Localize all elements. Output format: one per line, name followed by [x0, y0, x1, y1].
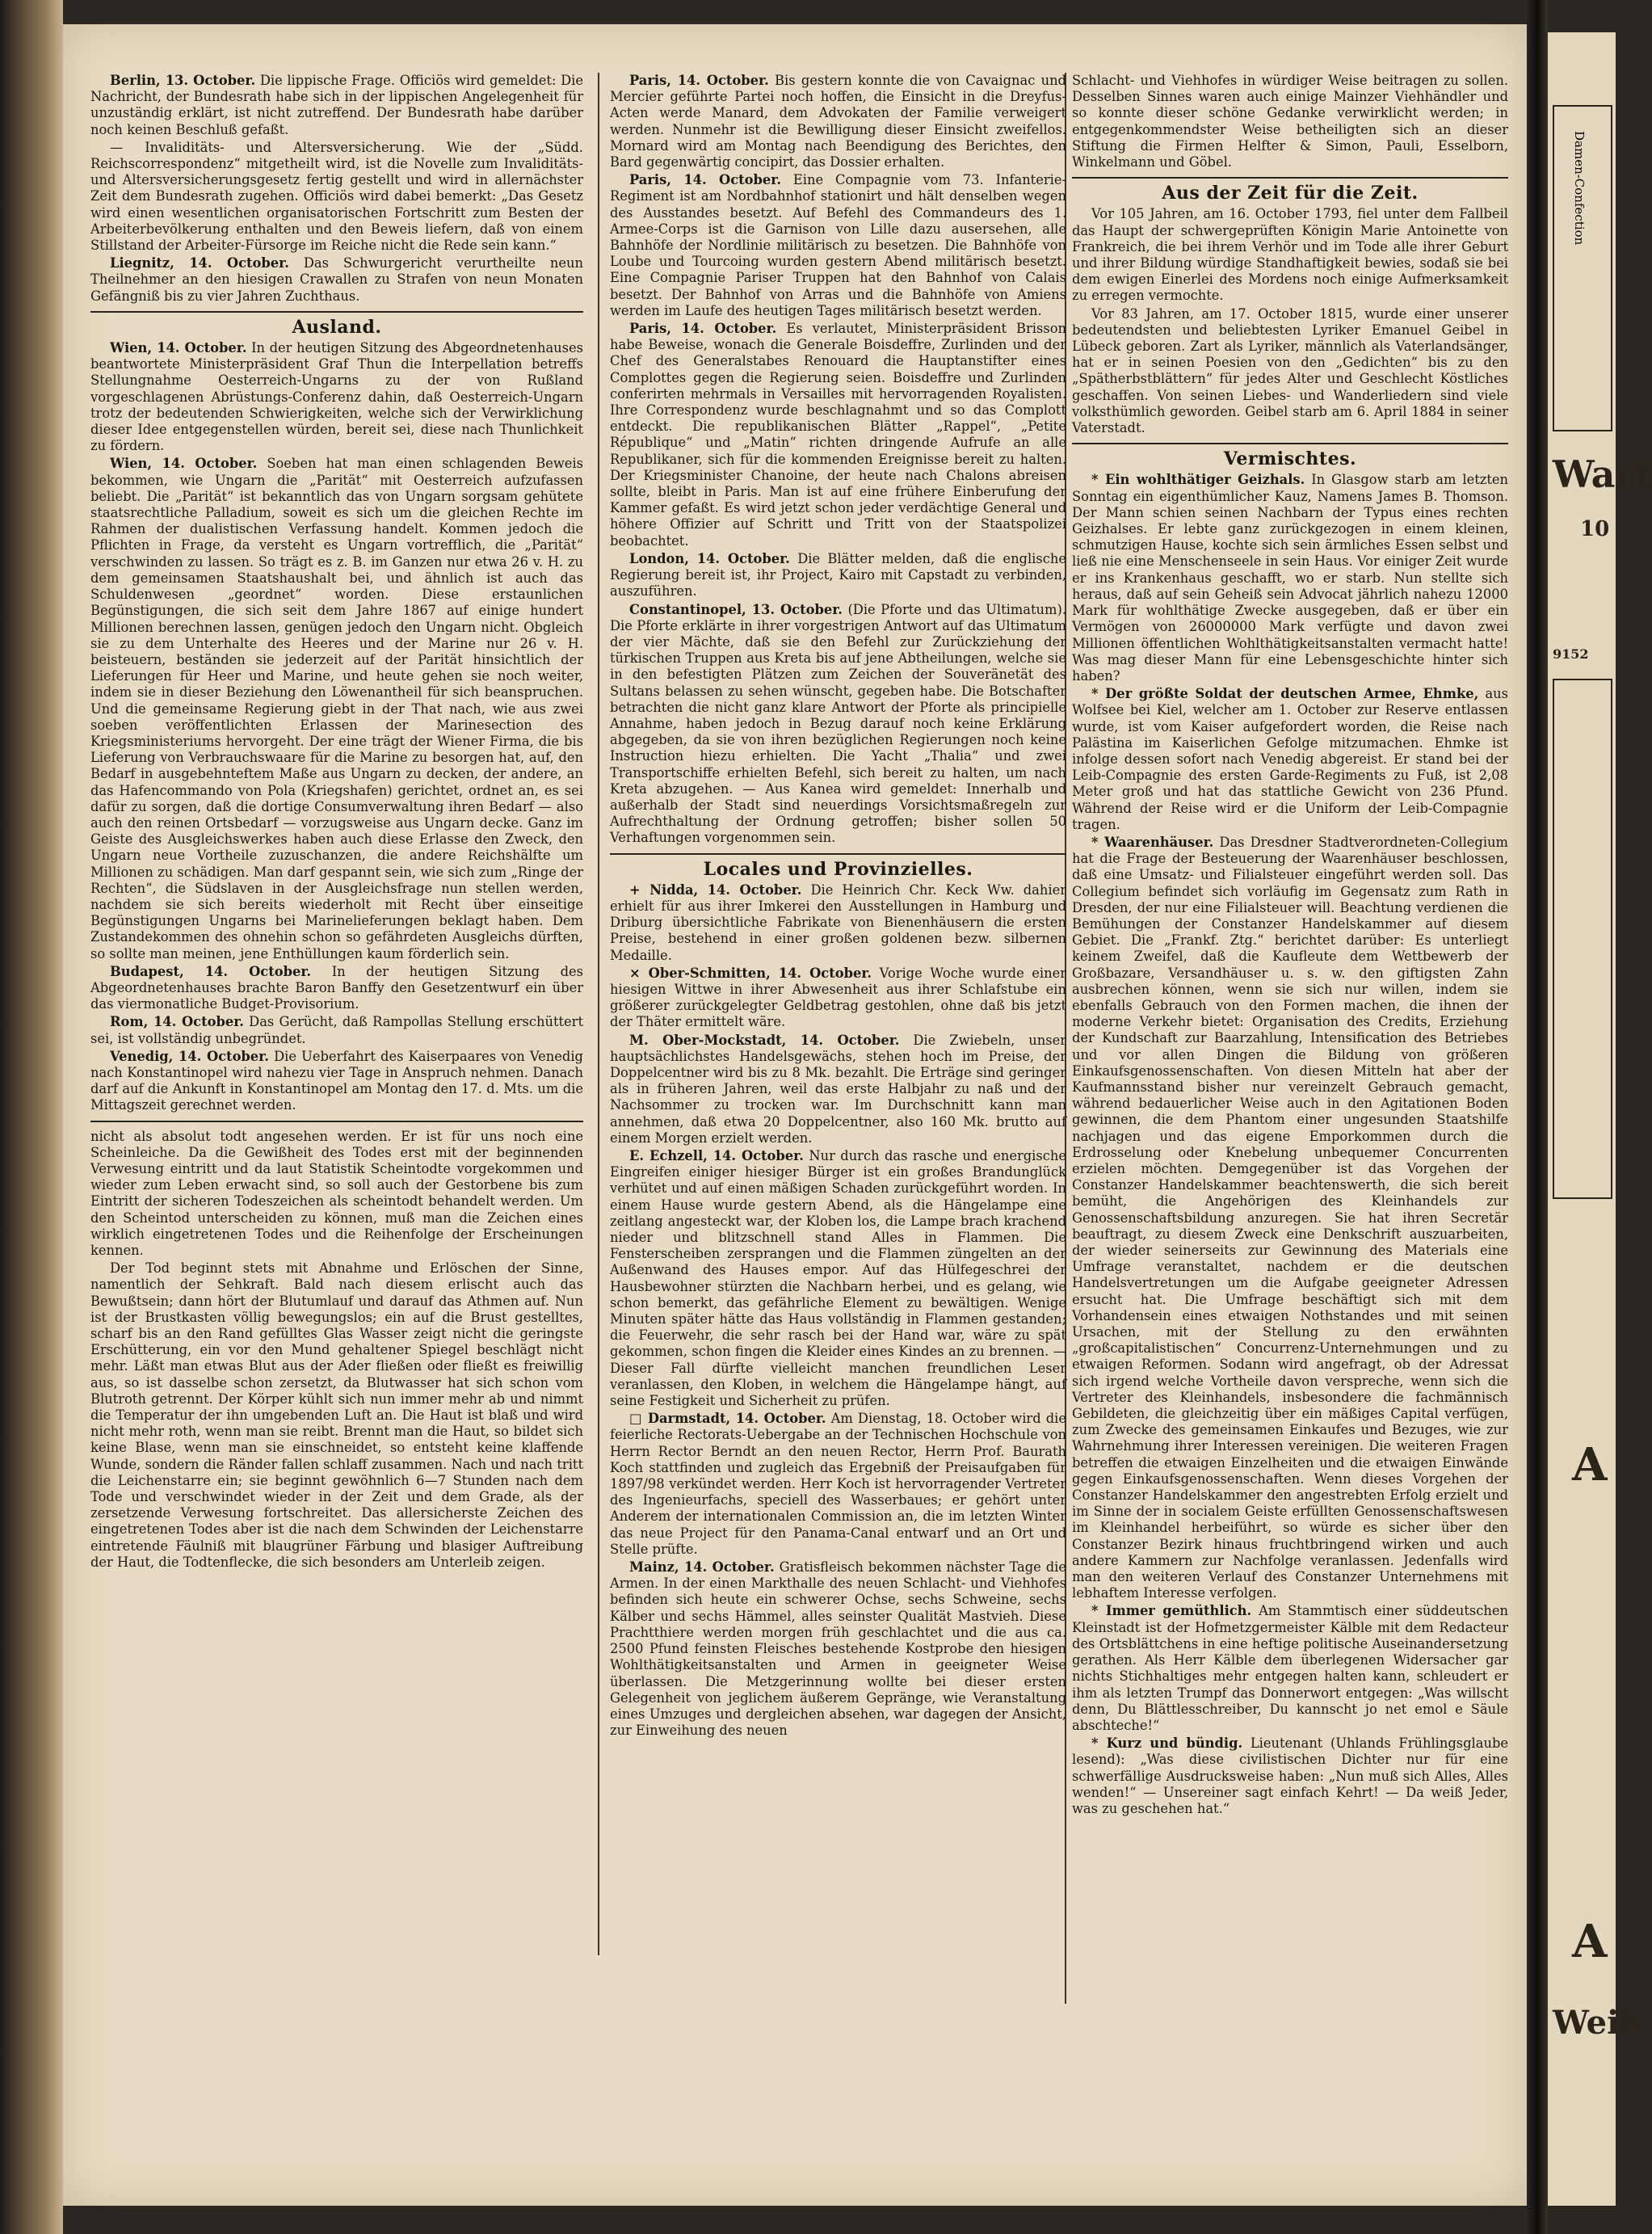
ad-frame	[1553, 679, 1612, 1199]
news-item: Paris, 14. October. Bis gestern konnte die von Cavaignac und Mercier geführte Partei noch hoffen, die Einsicht in die Dreyfus-Acten werde Manard, dem Advokaten der Familie verweigert werden. Nunmehr ist die Bewilligung dieser Einsicht zweifellos. Mornard wird am Montag nach Beendigung des Berichtes, den Bard gegenwärtig concipirt, das Dossier erhalten.	[610, 73, 1066, 170]
ad-fragment-letter: A	[1572, 1438, 1608, 1491]
news-item: E. Echzell, 14. October. Nur durch das rasche und energische Eingreifen einiger hiesiger Bürger ist ein großes Brandunglück verhütet und auf einen mäßigen Schaden zurückgeführt worden. In einem Hause wurde gestern Abend, als die Hängelampe eine zeitlang angesteckt war, der Kloben los, die Lampe brach krachend nieder und blitzschnell stand Alles in Flammen. Die Fensterscheiben zersprangen und die Flammen züngelten an der Außenwand des Hauses empor. Auf das Hülfegeschrei der Hausbewohner stürzten die Nachbarn herbei, und es gelang, wie schon bemerkt, das gefährliche Element zu bewältigen. Wenige Minuten später hätte das Haus vollständig in Flammen gestanden; die Feuerwehr, die sehr rasch bei der Hand war, wäre zu spät gekommen, schon fingen die Kleider eines Kindes an zu brennen. — Dieser Fall dürfte vielleicht manchen freundlichen Leser veranlassen, den Kloben, in welchem die Hängelampe hängt, auf seine Festigkeit und Sicherheit zu prüfen.	[610, 1148, 1066, 1409]
ad-frame	[1553, 105, 1612, 431]
ad-fragment-number: 10	[1580, 517, 1610, 541]
misc-item: * Kurz und bündig. Lieutenant (Uhlands Frühlingsglaube lesend): „Was diese civilistischen Dichter nur für eine schwerfällige Ausdrucksweise haben: „Nun muß sich Alles, Alles wenden!“ — Unsereiner sagt einfach Kehrt! — Da weiß Jeder, was zu geschehen hat.“	[1072, 1735, 1508, 1816]
feuilleton-paragraph: Der Tod beginnt stets mit Abnahme und Erlöschen der Sinne, namentlich der Sehkraft. Bald nach diesem erlischt auch das Bewußtsein; dann hört der Blutumlauf und darauf das Athmen auf. Nun ist der Brustkasten völlig bewegungslos; ein auf die Brust gestelltes, scharf bis an den Rand gefülltes Glas Wasser zeigt nicht die geringste Erschütterung, ein vor den Mund gehaltener Spiegel beschlägt nicht mehr. Läßt man etwas Blut aus der Ader fließen oder fließt es freiwillig aus, so ist dasselbe schon zersetzt, da Blutwasser hat sich schon vom Blutroth getrennt. Der Körper kühlt sich nun immer mehr ab und nimmt die Temperatur der ihn umgebenden Luft an. Die Haut ist blaß und wird nicht mehr roth, wenn man sie reibt. Brennt man die Haut, so bildet sich keine Blase, wenn man sie einschneidet, so entsteht keine klaffende Wunde, sondern die Ränder fallen schlaff zusammen. Nach und nach tritt die Leichenstarre ein; sie beginnt gewöhnlich 6—7 Stunden nach dem Tode und verschwindet wieder in der Zeit und dem Grade, als der zersetzende Verwesung fortschreitet. Das allersicherste Zeichen des eingetretenen Todes aber ist die nach dem Schwinden der Leichenstarre eintretende Fäulniß mit blaugrüner Färbung und blasiger Auftreibung der Haut, die Todtenflecke, die sich besonders am Unterleib zeigen.	[90, 1260, 583, 1570]
ad-fragment-letter: A	[1572, 1915, 1608, 1968]
news-item: Budapest, 14. October. In der heutigen Sitzung des Abgeordnetenhauses brachte Baron Banffy den Gesetzentwurf ein über das viermonatliche Budget-Provisorium.	[90, 963, 583, 1012]
misc-item: * Der größte Soldat der deutschen Armee, Ehmke, aus Wolfsee bei Kiel, welcher am 1. October zur Reserve entlassen wurde, ist vom Kaiser aufgefordert worden, die Reise nach Palästina im Kaiserlichen Gefolge mitzumachen. Ehmke ist infolge dessen sofort nach Venedig abgereist. Er stand bei der Leib-Compagnie des ersten Garde-Regiments zu Fuß, ist 2,08 Meter groß und hat das stattliche Gewicht von 236 Pfund. Während der Reise wird er die Uniform der Leib-Compagnie tragen.	[1072, 686, 1508, 832]
news-item: London, 14. October. Die Blätter melden, daß die englische Regierung bereit ist, ihr Project, Kairo mit Capstadt zu verbinden, auszuführen.	[610, 550, 1066, 600]
section-divider	[90, 1121, 583, 1122]
history-item: Vor 105 Jahren, am 16. October 1793, fiel unter dem Fallbeil das Haupt der schwergeprüften Königin Marie Antoinette von Frankreich, die bei ihrem Verhör und im Tode alle ihrer Geburt und ihrer Bildung würdige Standhaftigkeit bewies, sodaß sie bei dem ewigen Einerlei des Mordens noch einige Aufmerksamkeit zu erregen vermochte.	[1072, 206, 1508, 304]
news-item: Schlacht- und Viehhofes in würdiger Weise beitragen zu sollen. Desselben Sinnes waren auch einige Mainzer Viehhändler und so konnte dieser schöne Gedanke verwirklicht werden; in entgegenkommendster Weise betheiligten sich an dieser Stiftung die Firmen Helfter & Simon, Pauli, Esselborn, Winkelmann und Göbel.	[1072, 73, 1508, 170]
news-item: — Invaliditäts- und Altersversicherung. Wie der „Südd. Reichscorrespondenz“ mitgetheilt wird, ist die Novelle zum Invaliditäts- und Altersversicherungsgesetz fertig gestellt und wird in allernächster Zeit dem Bundesrath zugehen. Officiös wird dabei bemerkt: „Das Gesetz wird einen wesentlichen organisatorischen Fortschritt zum Besten der Arbeiterbevölkerung enthalten und den Beweis liefern, daß von einem Stillstand der Arbeiter-Fürsorge im Reiche nicht die Rede sein kann.“	[90, 139, 583, 254]
news-item: Constantinopel, 13. October. (Die Pforte und das Ultimatum). Die Pforte erklärte in ihrer vorgestrigen Antwort auf das Ultimatum der vier Mächte, daß sie den Befehl zur Zurückziehung der türkischen Truppen aus Kreta bis auf jene Abtheilungen, welche sie in den befestigten Plätzen zum Zeichen der Souveränetät des Sultans belassen zu sehen wünscht, gegeben habe. Die Botschafter betrachten die nicht ganz klare Antwort der Pforte als principielle Annahme, haben jedoch in Bezug darauf noch keine Erklärung abgegeben, da sie von ihren bezüglichen Regierungen noch keine Instruction hiezu erhielten. Die Yacht „Thalia“ und zwei Transportschiffe erhielten Befehl, sich bereit zu halten, um nach Kreta abzugehen. — Aus Kanea wird gemeldet: Innerhalb und außerhalb der Stadt sind neuerdings Vorsichtsmaßregeln zur Aufrechthaltung der Ordnung getroffen; bisher sollen 50 Verhaftungen vorgenommen sein.	[610, 601, 1067, 846]
ad-fragment-heading: Weiß	[1553, 2004, 1644, 2042]
news-item: Venedig, 14. October. Die Ueberfahrt des Kaiserpaares von Venedig nach Konstantinopel wird nahezu vier Tage in Anspruch nehmen. Danach darf auf die Ankunft in Konstantinopel am Montag den 17. d. Mts. um die Mittagszeit gerechnet werden.	[90, 1048, 583, 1113]
news-item: + Nidda, 14. October. Die Heinrich Chr. Keck Ww. dahier erhielt für aus ihrer Imkerei den Ausstellungen in Hamburg und Driburg übersichtliche Fabrikate von Bienenhäusern die ersten Preise, bestehend in einer großen goldenen bezw. silbernen Medaille.	[610, 881, 1066, 963]
news-item: Wien, 14. October. In der heutigen Sitzung des Abgeordnetenhauses beantwortete Ministerpräsident Graf Thun die Interpellation betreffs Stellungnahme Oesterreich-Ungarns zu der von Rußland vorgeschlagenen Abrüstungs-Conferenz dahin, daß Oesterreich-Ungarn trotz der bedeutenden Schwierigkeiten, welche sich der Verwirklichung dieser Idee entgegenstellen würden, bereit sei, diese nach Thunlichkeit zu fördern.	[90, 340, 583, 454]
section-divider	[1072, 177, 1508, 179]
section-divider	[610, 853, 1066, 855]
section-heading-locales: Locales und Provinzielles.	[703, 858, 973, 880]
section-heading-vermischtes: Vermischtes.	[1223, 448, 1357, 470]
adjacent-page-edge	[1548, 32, 1652, 2206]
history-item: Vor 83 Jahren, am 17. October 1815, wurde einer unserer bedeutendsten und beliebtesten Lyriker Emanuel Geibel in Lübeck geboren. Zart als Lyriker, männlich als Vaterlandsänger, hat er in seinen Poesien von den „Gedichten“ bis zu den „Spätherbstblättern“ für jedes Alter und Geschlecht Köstliches geschaffen. Von seinen Liebes- und Wanderliedern sind viele volksthümlich geworden. Geibel starb am 6. April 1884 in seiner Vaterstadt.	[1072, 305, 1508, 436]
misc-item: * Immer gemüthlich. Am Stammtisch einer süddeutschen Kleinstadt ist der Hofmetzgermeister Kälble mit dem Redacteur des Ortsblättchens in eine heftige politische Auseinandersetzung gerathen. Als Herr Kälble dem überlegenen Widersacher gar nichts Stichhaltiges mehr entgegen halten kann, schleudert er ihm als letzten Trumpf das Donnerwort entgegen: „Was willscht denn, Du Blättlesschreiber, Du kannscht jo net emol e Säule abschteche!“	[1072, 1603, 1509, 1733]
ad-fragment-number: 9152	[1553, 646, 1589, 662]
section-heading-ausland: Ausland.	[292, 316, 382, 338]
news-item: Liegnitz, 14. October. Das Schwurgericht verurtheilte neun Theilnehmer an den hiesigen Crawallen zu Strafen von neun Monaten Gefängniß bis zu vier Jahren Zuchthaus.	[90, 255, 583, 304]
news-item: Paris, 14. October. Eine Compagnie vom 73. Infanterie-Regiment ist am Nordbahnhof stationirt und hält denselben wegen des Ausstandes besetzt. Auf Befehl des Commandeurs des 1. Armee-Corps ist die Garnison von Lille dazu ausersehen, alle Bahnhöfe der Nordlinie militärisch zu besetzen. Die Bahnhöfe von Loube und Tourcoing wurden gestern Abend militärisch besetzt. Eine Compagnie Pariser Truppen hat den Bahnhof von Calais besetzt. Der Bahnhof von Arras und die Bahnhöfe von Amiens werden im Laufe des heutigen Tages militärisch besetzt werden.	[610, 172, 1066, 318]
page-gutter	[1527, 0, 1548, 2234]
section-heading-zeit: Aus der Zeit für die Zeit.	[1162, 183, 1419, 204]
news-item: □ Darmstadt, 14. October. Am Dienstag, 18. October wird die feierliche Rectorats-Uebergabe an der Technischen Hochschule von Herrn Rector Berndt an den neuen Rector, Herrn Prof. Baurath Koch stattfinden und zugleich das Ergebniß der Preisaufgaben für 1897/98 verkündet werden. Herr Koch ist hervorragender Vertreter des Ingenieurfachs, speciell des Wasserbaues; er gehört unter Anderem der internationalen Commission an, die im letzten Winter das neue Project für den Panama-Canal entwarf und an Ort und Stelle prüfte.	[610, 1411, 1066, 1557]
section-divider	[90, 311, 583, 313]
ad-fragment-text: Damen-Confection	[1572, 131, 1587, 246]
news-item: Rom, 14. October. Das Gerücht, daß Rampollas Stellung erschüttert sei, ist vollständig unbegründet.	[90, 1014, 583, 1046]
book-binding-edge	[0, 0, 63, 2234]
ad-fragment-heading: Wart	[1553, 452, 1652, 496]
section-divider	[1072, 443, 1508, 444]
news-item: Wien, 14. October. Soeben hat man einen schlagenden Beweis bekommen, wie Ungarn die „Parität“ mit Oesterreich aufzufassen beliebt. Die „Parität“ ist bekanntlich das von Ungarn sorgsam gehütete staatsrechtliche Palladium, soweit es sich um die gleichen Rechte im Rahmen der dualistischen Verfassung handelt. Kommen jedoch die Pflichten in Frage, da versteht es Ungarn vortrefflich, die „Parität“ verschwinden zu lassen. So trägt es z. B. im Ganzen nur etwa 26 v. H. zu dem gemeinsamen Staatshaushalt bei, und ähnlich ist auch das Schuldenwesen „geordnet“ worden. Diese erstaunlichen Begünstigungen, die sich seit dem Jahre 1867 auf einige hundert Millionen berechnen lassen, genügen jedoch den Ungarn nicht. Obgleich sie zu dem Unterhalte des Heeres und der Marine nur 26 v. H. beisteuern, beständen sie jederzeit auf der Parität hinsichtlich der Lieferungen für Heer und Marine, und heute gehen sie noch weiter, indem sie in dieser Beziehung den Löwenantheil für sich beanspruchen. Und die gemeinsame Regierung giebt in der That nach, wie aus zwei soeben veröffentlichten Erlassen der Marinesection des Kriegsministeriums hervorgeht. Der eine trägt der Wiener Firma, die bis Lieferung von Verbrauchswaare für die Marine zu besorgen hat, auf, den Bedarf in ausgebehnteftem Maße aus Ungarn zu decken, der andere, an das Hafencommando von Pola (Kriegshafen) gerichtet, ordnet an, es sei dafür zu sorgen, daß die dortige Consumverwaltung ihren Bedarf — also auch den reinen Ortsbedarf — vorzugsweise aus Ungarn decke. Ganz im Geiste des Ausgleichswerkes haben auch diese Erlasse den Zweck, den Ungarn neue Vortheile zuzuschanzen, die andere Reichshälfte um Millionen zu schädigen. Man darf gespannt sein, wie sich zum „Ringe der Rechten“, die Südslaven in der Ausgleichsfrage nun stellen werden, nachdem sie sich bereits wiederholt mit Recht über einseitige Begünstigungen Ungarns bei Marinelieferungen beklagt haben. Dem Zustandekommen des ohnehin schon so gefährdeten Ausgleichs dürften, so sollte man meinen, jene Enthüllungen kaum förderlich sein.	[90, 456, 583, 961]
news-item: × Ober-Schmitten, 14. October. Vorige Woche wurde einer hiesigen Wittwe in ihrer Abwesenheit aus ihrer Schlafstube ein größerer zurückgelegter Geldbetrag gestohlen, ohne daß bis jetzt der Thäter ermittelt wäre.	[610, 965, 1066, 1030]
feuilleton-paragraph: nicht als absolut todt angesehen werden. Er ist für uns noch eine Scheinleiche. Da die Gewißheit des Todes erst mit der beginnenden Verwesung eintritt und da laut Statistik Scheintodte vorgekommen und wieder zum Leben erwacht sind, so soll auch der Gestorbene bis zum Eintritt der sicheren Todeszeichen als scheintodt behandelt werden. Um den Scheintod unterscheiden zu können, muß man die Zeichen eines wirklich eingetretenen Todes und die Reihenfolge der Erscheinungen kennen.	[90, 1128, 583, 1259]
news-item: Berlin, 13. October. Die lippische Frage. Officiös wird gemeldet: Die Nachricht, der Bundesrath habe sich in der lippischen Angelegenheit für unzuständig erklärt, ist nicht zutreffend. Der Bundesrath habe darüber noch keinen Beschluß gefaßt.	[90, 73, 583, 137]
news-item: Paris, 14. October. Es verlautet, Ministerpräsident Brisson habe Beweise, wonach die Generale Boisdeffre, Zurlinden und der Chef des Generalstabes Renouard die Hauptanstifter eines Complottes gegen die Regierung seien. Boisdeffre und Zurlinden conferirten mehrmals in Versailles mit hervorragenden Royalisten. Ihre Correspondenz wurde beschlagnahmt und so das Complott entdeckt. Die republikanischen Blätter „Rappel“, „Petite République“ und „Matin“ richten dringende Aufrufe an alle Republikaner, sich für die kommenden Ereignisse bereit zu halten. Der Kriegsminister Chanoine, der heute nach Chalons abreisen sollte, bleibt in Paris. Man ist auf eine frühere Einberufung der Kammer gefaßt. Es wird jetzt schon jeder verdächtige General und höhere Offizier auf Schritt und Tritt von der Staatspolizei beobachtet.	[610, 321, 1066, 549]
news-item: Mainz, 14. October. Gratisfleisch bekommen nächster Tage die Armen. In der einen Markthalle des neuen Schlacht- und Viehhofes befinden sich heute ein schwerer Ochse, sechs Schweine, sechs Kälber und sechs Hämmel, alles seinster Qualität Mastvieh. Diese Prachtthiere werden morgen früh geschlachtet und die aus ca. 2500 Pfund feinsten Fleisches bestehende Kostprobe den hiesigen Wohlthätigkeitsanstalten und Armen in geeigneter Weise überlassen. Die Metzgerinnung wollte bei dieser ersten Gelegenheit von jeglichem äußerem Gepränge, wie Veranstaltung eines Umzuges und dergleichen absehen, war dagegen der Ansicht, zur Einweihung des neuen	[610, 1559, 1066, 1739]
news-item: M. Ober-Mockstadt, 14. October. Die Zwiebeln, unser hauptsächlichstes Handelsgewächs, stehen hoch im Preise, der Doppelcentner wird bis zu 8 Mk. bezahlt. Die Erträge sind geringer als in früheren Jahren, weil das erste Halbjahr zu naß und der Nachsommer zu trocken war. Im Durchschnitt kann man annehmen, daß etwa 20 Doppelcentner, also 160 Mk. brutto auf einem Morgen erzielt werden.	[610, 1032, 1066, 1146]
column-2	[610, 73, 1066, 2004]
misc-item: * Ein wohlthätiger Geizhals. In Glasgow starb am letzten Sonntag ein eigenthümlicher Kauz, Namens James B. Thomson. Der Mann schien seinen Nachbarn der Typus eines rechten Geizhalses. Er lebte ganz zurückgezogen in einem kleinen, schmutzigen Hause, kochte sich sein ärmliches Essen selbst und ließ nie eine Menschenseele in sein Haus. Vor einiger Zeit wurde er ins Krankenhaus geschafft, wo er starb. Nun stellte sich heraus, daß auf sein Geheiß sein Advocat jährlich nahezu 12000 Mark für wohlthätige Zwecke ausgegeben, daß er über ein Vermögen von 26000000 Mark verfügte und davon zwei Millionen öffentlichen Wohlthätigkeitsanstalten vermacht hatte! Was mag dieser Mann für eine Lebensgeschichte hinter sich haben?	[1072, 472, 1508, 684]
column-rule	[598, 73, 599, 1955]
column-3	[1072, 73, 1508, 2004]
column-1	[90, 73, 583, 1947]
misc-item: * Waarenhäuser. Das Dresdner Stadtverordneten-Collegium hat die Frage der Besteuerung der Waarenhäuser beschlossen, daß eine Umsatz- und Filialsteuer eingeführt werden soll. Das Collegium befindet sich vorläufig im Gegensatz zum Rath in Dresden, der nur eine Filialsteuer will. Beachtung verdienen die Bemühungen der Constanzer Handelskammer auf diesem Gebiet. Die „Frankf. Ztg.“ berichtet darüber: Es unterliegt keinem Zweifel, daß die Kaufleute dem Wettbewerb der Großbazare, Versandhäuser u. s. w. den giftigsten Zahn ausbrechen können, wenn sie sich nur willen, indem sie ebenfalls Gebrauch von den Formen machen, die ihnen der moderne Verkehr bietet: Organisation des Credits, Erziehung der Kundschaft zur Baarzahlung, Intensification des Betriebes und vor allen Dingen die Bildung von größeren Einkaufsgenossenschaften. Von diesen Mitteln hat aber der Kaufmannsstand bisher nur vereinzelt Gebrauch gemacht, während bedauerlicher Weise auch in den Agitationen Boden gewinnen, die dem Phantom einer ungesunden Staatshilfe nachjagen und das eigene Emporkommen durch die Erdrosselung oder Knebelung unbequemer Concurrenten erzielen möchten. Demgegenüber ist das Vorgehen der Constanzer Handelskammer beachtenswerth, die sich bereit bemüht, die Angehörigen des Kleinhandels zur Genossenschaftsbildung anzuregen. Sie hat ihren Secretär beauftragt, zu diesem Zweck eine Denkschrift auszuarbeiten, der wieder seinerseits zur Gewinnung des Materials eine Umfrage veranstaltet, nachdem er die deutschen Handelsvertretungen um die Aufgabe geeigneter Adressen ersucht hat. Die Umfrage beschäftigt sich mit dem Vorhandensein eines etwaigen Nothstandes und mit seinen Ursachen, mit der Stellung zu den erwähnten „großcapitalistischen“ Concurrenz-Unternehmungen und zu etwaigen Reformen. Sodann wird angefragt, ob der Adressat sich irgend welche Vortheile davon verspreche, wenn sich die Vertreter des Kleinhandels, insbesondere die fachmännisch Gebildeten, die gleichzeitig über ein mäßiges Capital verfügen, zum Zwecke des gemeinsamen Einkaufes und Bezuges, wie zur Wahrnehmung ihrer Interessen vereinigen. Die weiteren Fragen betreffen die etwaigen Einzelheiten und die etwaigen Einwände gegen Einkaufsgenossenschaften. Wenn dieses Vorgehen der Constanzer Handelskammer den angestrebten Erfolg erzielt und im Sinne der in socialem Geiste erfüllten Genossenschaftswesen im Kleinhandel herbeiführt, so würde es sicher über den Constanzer Bezirk hinaus fruchtbringend wirken und auch andere Kammern zur Nachfolge veranlassen. Jedenfalls wird man den weiteren Verlauf des Constanzer Unternehmens mit lebhaftem Interesse verfolgen.	[1072, 834, 1508, 1601]
